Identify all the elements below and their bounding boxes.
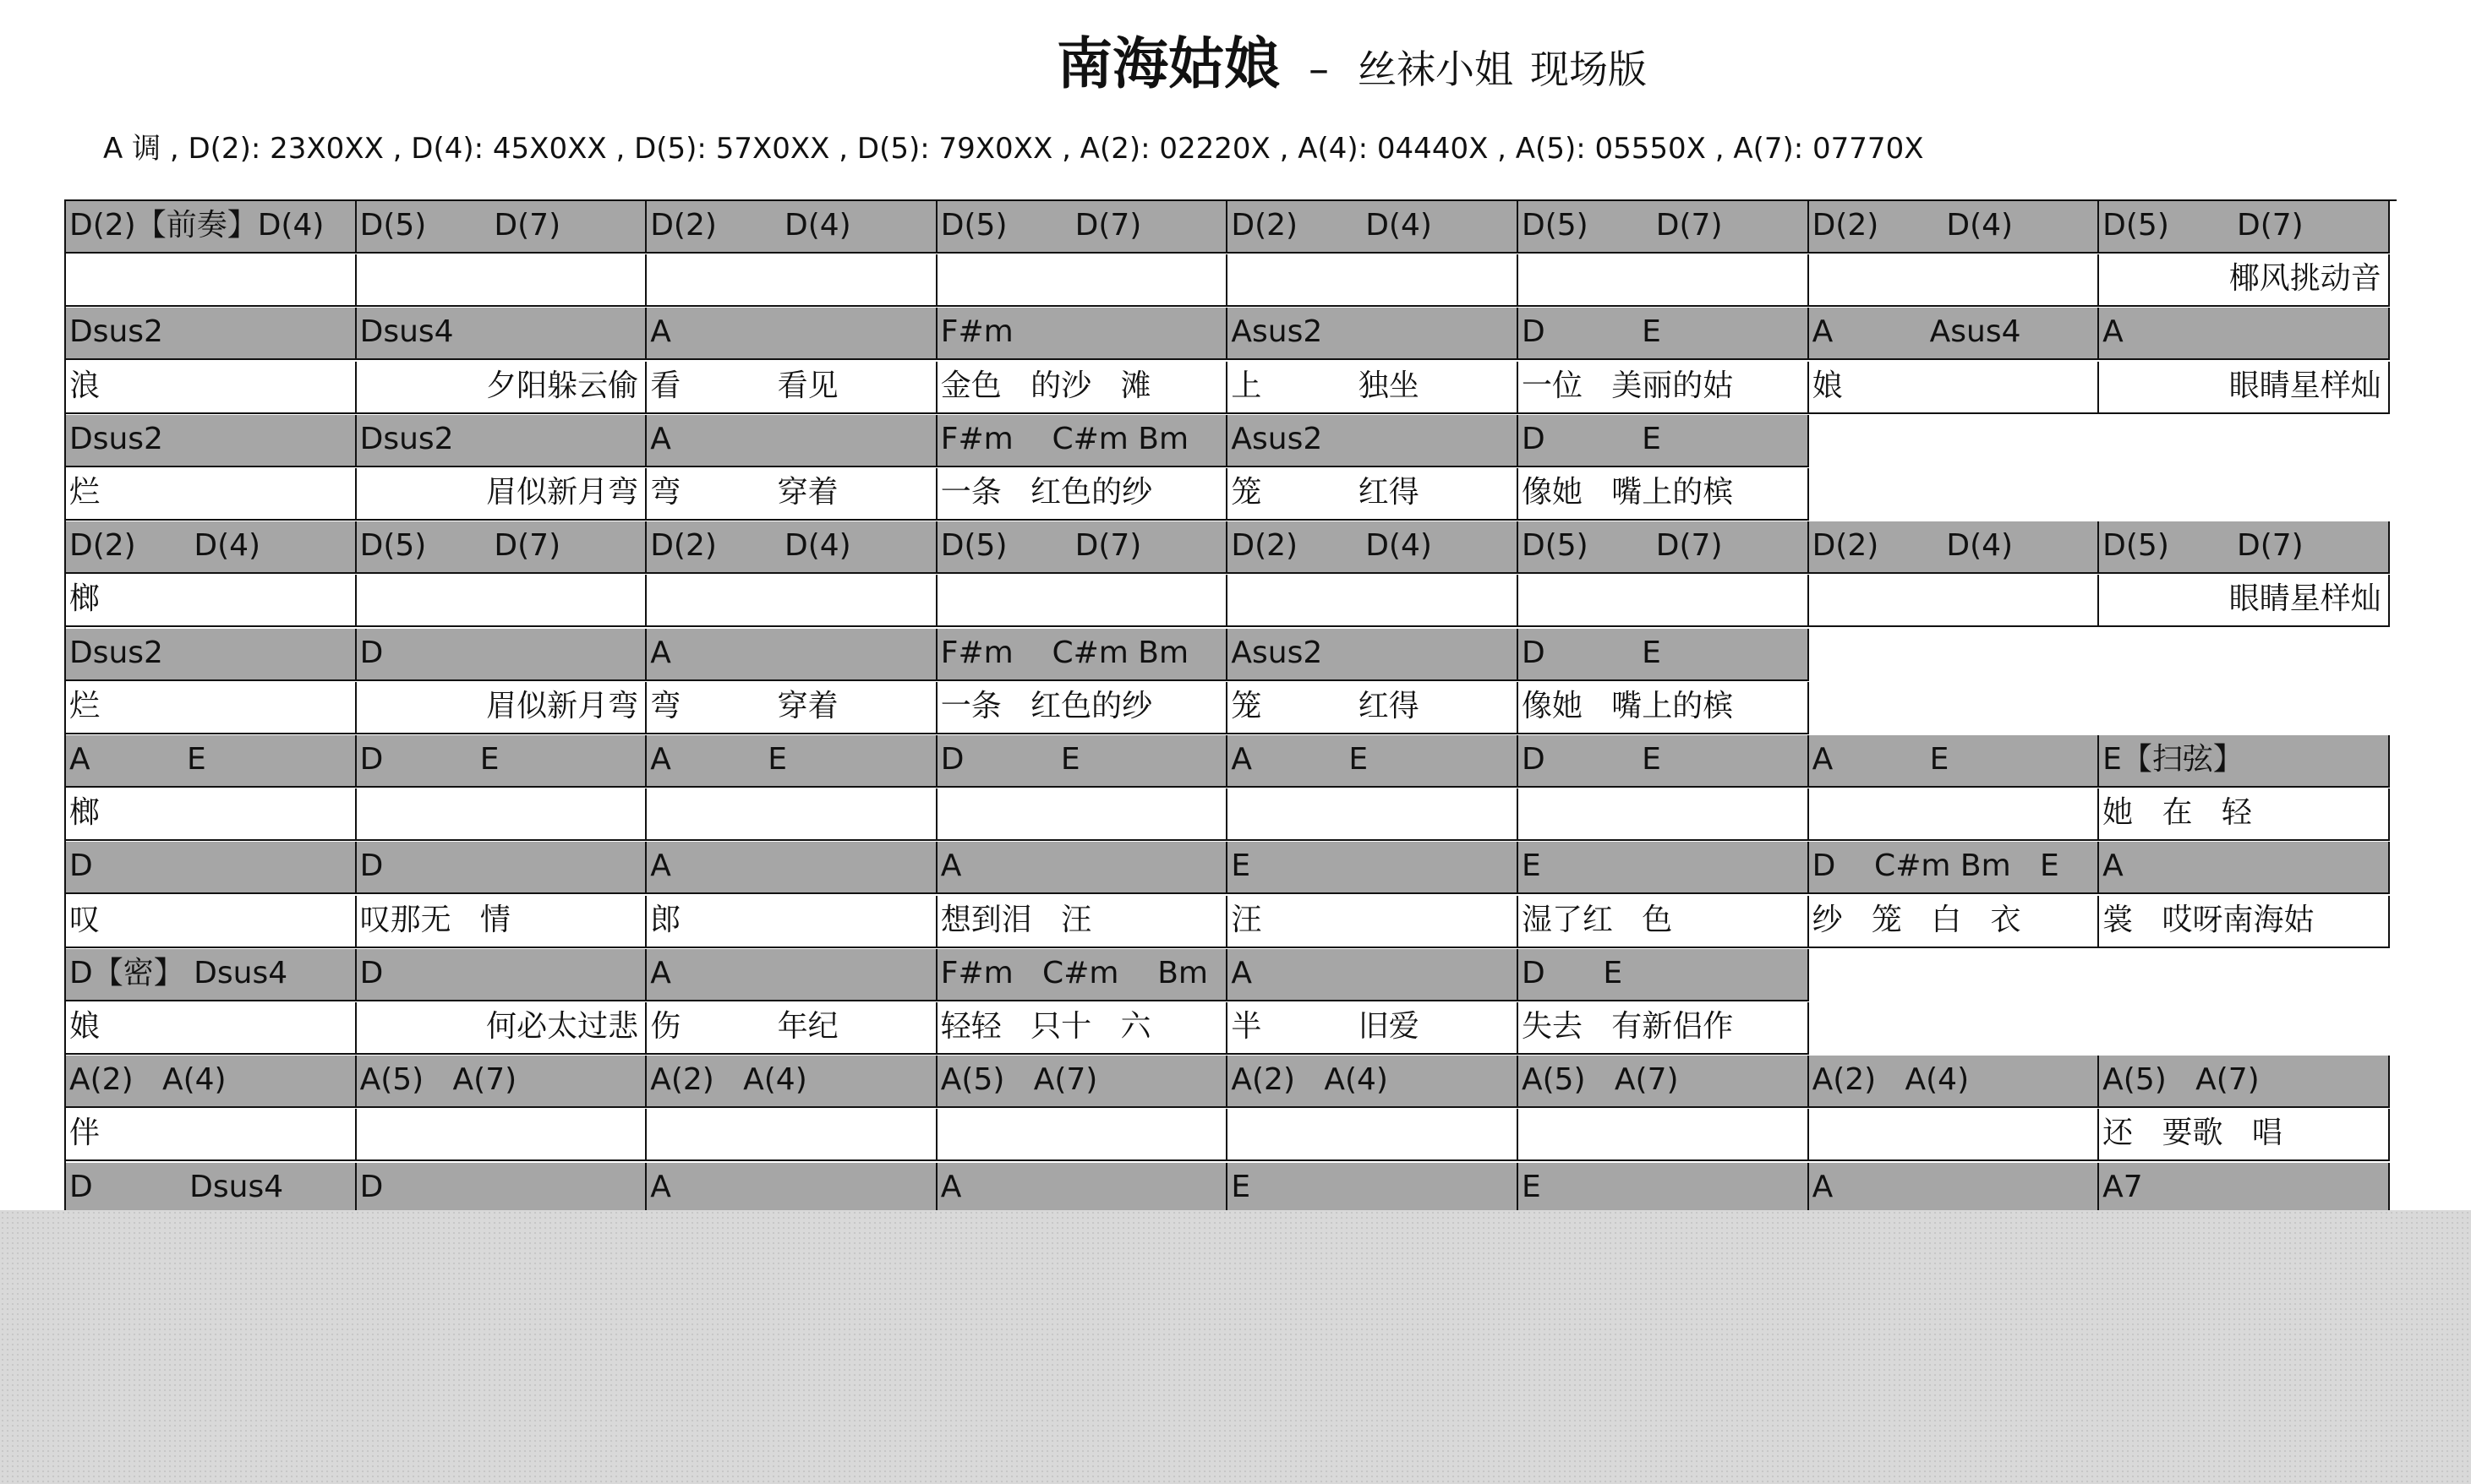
lyric-cell — [1227, 575, 1518, 627]
lyric-cell: 伴 — [66, 1109, 357, 1161]
chord-cell: A(2) A(4) — [647, 1056, 938, 1108]
lyric-cell — [1809, 254, 2100, 307]
image-overlay-area — [0, 1210, 2471, 1484]
lyric-cell: 眼睛星样灿 — [2099, 575, 2390, 627]
chord-row — [66, 201, 2390, 254]
lyric-cell: 娘 — [1809, 362, 2100, 414]
chord-cell: A — [647, 1163, 938, 1215]
chord-cell: Dsus2 — [357, 415, 648, 467]
chord-cell: A — [938, 842, 1228, 894]
chord-cell: A(2) A(4) — [66, 1056, 357, 1108]
lyric-cell — [1518, 788, 1809, 841]
lyric-cell: 烂 — [66, 468, 357, 521]
lyric-row — [66, 1109, 2390, 1161]
chord-cell: D(5) D(7) — [2099, 521, 2390, 574]
chord-cell: E — [1227, 1163, 1518, 1215]
chord-cell: D(2) D(4) — [647, 521, 938, 574]
lyric-cell: 看 看见 — [647, 362, 938, 414]
lyric-cell: 还 要歌 唱 — [2099, 1109, 2390, 1161]
lyric-cell: 想到泪 汪 — [938, 896, 1228, 948]
chord-cell: A — [1809, 1163, 2100, 1215]
lyric-cell — [647, 254, 938, 307]
lyric-cell: 何必太过悲 — [357, 1002, 648, 1055]
chord-cell: D E — [938, 735, 1228, 788]
lyric-cell: 眉似新月弯 — [357, 682, 648, 734]
chord-cell: D E — [1518, 308, 1809, 360]
lyric-cell: 笼 红得 — [1227, 682, 1518, 734]
lyric-cell: 像她 嘴上的槟 — [1518, 468, 1809, 521]
chord-cell: D — [357, 1163, 648, 1215]
chord-cell: Dsus2 — [66, 629, 357, 681]
lyric-cell — [1518, 1109, 1809, 1161]
title-separator: – — [1309, 46, 1329, 93]
chord-cell: A(2) A(4) — [1809, 1056, 2100, 1108]
chord-cell: D E — [357, 735, 648, 788]
chord-cell: E — [1518, 842, 1809, 894]
chord-cell: D — [357, 949, 648, 1001]
chord-cell: D C#m Bm E — [1809, 842, 2100, 894]
lyric-cell — [1809, 682, 2100, 734]
chord-cell: E — [1227, 842, 1518, 894]
lyric-row — [66, 575, 2390, 627]
chord-row — [66, 415, 2390, 467]
chord-cell: E【扫弦】 — [2099, 735, 2390, 788]
chord-cell — [1809, 629, 2100, 681]
chord-cell: D E — [1518, 949, 1809, 1001]
lyric-cell: 娘 — [66, 1002, 357, 1055]
chord-cell: D(5) D(7) — [938, 201, 1228, 254]
chord-row — [66, 308, 2390, 360]
chord-cell: Dsus4 — [357, 308, 648, 360]
lyric-cell: 叹 — [66, 896, 357, 948]
chord-cell: A — [647, 842, 938, 894]
chord-cell: D(2)【前奏】D(4) — [66, 201, 357, 254]
chord-cell: A(2) A(4) — [1227, 1056, 1518, 1108]
key-and-tuning-line: A 调 , D(2): 23X0XX , D(4): 45X0XX , D(5): 57X0XX , D(5): 79X0XX , A(2): 02220X , A(4): 04440X , A(5): 05550X , A(7): 07770X — [103, 132, 1924, 166]
lyric-cell — [647, 575, 938, 627]
chord-row — [66, 949, 2390, 1001]
chord-cell: D(2) D(4) — [647, 201, 938, 254]
lyric-cell — [1518, 575, 1809, 627]
chord-cell: E — [1518, 1163, 1809, 1215]
chord-cell: A — [647, 629, 938, 681]
lyric-cell — [938, 575, 1228, 627]
lyric-cell — [1809, 1109, 2100, 1161]
lyric-cell: 郎 — [647, 896, 938, 948]
chord-cell: D E — [1518, 415, 1809, 467]
lyric-cell: 椰风挑动音 — [2099, 254, 2390, 307]
lyric-cell: 笼 红得 — [1227, 468, 1518, 521]
chord-cell: A — [647, 949, 938, 1001]
lyric-cell: 像她 嘴上的槟 — [1518, 682, 1809, 734]
lyric-cell: 汪 — [1227, 896, 1518, 948]
chord-cell: F#m C#m Bm — [938, 949, 1228, 1001]
chord-cell: A E — [1227, 735, 1518, 788]
lyric-cell: 叹那无 情 — [357, 896, 648, 948]
lyric-cell — [357, 254, 648, 307]
chord-cell: A7 — [2099, 1163, 2390, 1215]
chord-cell: A — [647, 308, 938, 360]
lyric-cell — [938, 254, 1228, 307]
artist-name: 丝袜小姐 — [1358, 46, 1513, 92]
lyric-cell: 榔 — [66, 788, 357, 841]
lyric-cell: 纱 笼 白 衣 — [1809, 896, 2100, 948]
lyric-row — [66, 362, 2390, 414]
chord-cell: D(5) D(7) — [2099, 201, 2390, 254]
chord-cell — [1809, 949, 2100, 1001]
chord-cell: D E — [1518, 735, 1809, 788]
chord-cell: D E — [1518, 629, 1809, 681]
lyric-cell — [2099, 468, 2390, 521]
chord-cell: F#m — [938, 308, 1228, 360]
chord-cell — [2099, 415, 2390, 467]
lyric-cell — [938, 788, 1228, 841]
lyric-row — [66, 896, 2390, 948]
lyric-cell — [1809, 1002, 2100, 1055]
lyric-cell: 金色 的沙 滩 — [938, 362, 1228, 414]
chord-cell: Asus2 — [1227, 415, 1518, 467]
lyric-cell: 湿了红 色 — [1518, 896, 1809, 948]
lyric-cell — [357, 788, 648, 841]
chord-cell: D(2) D(4) — [66, 521, 357, 574]
lyric-cell: 失去 有新侣作 — [1518, 1002, 1809, 1055]
chord-cell — [2099, 629, 2390, 681]
lyric-cell — [1227, 254, 1518, 307]
lyric-cell: 一条 红色的纱 — [938, 682, 1228, 734]
lyric-cell: 裳 哎呀南海姑 — [2099, 896, 2390, 948]
chord-cell: A(5) A(7) — [1518, 1056, 1809, 1108]
chord-cell: Asus2 — [1227, 308, 1518, 360]
lyric-cell: 半 旧爱 — [1227, 1002, 1518, 1055]
chord-cell: D(2) D(4) — [1227, 201, 1518, 254]
chord-cell: A — [647, 415, 938, 467]
chord-cell: A — [2099, 842, 2390, 894]
chord-cell — [2099, 949, 2390, 1001]
chord-cell: A E — [1809, 735, 2100, 788]
lyric-cell — [647, 1109, 938, 1161]
chord-cell: D Dsus4 — [66, 1163, 357, 1215]
chord-cell: D — [66, 842, 357, 894]
lyric-row — [66, 254, 2390, 307]
chord-row — [66, 735, 2390, 788]
title-line — [1057, 19, 1647, 96]
lyric-cell: 浪 — [66, 362, 357, 414]
chord-row — [66, 1056, 2390, 1108]
lyric-row — [66, 468, 2390, 521]
chord-cell: D(5) D(7) — [1518, 201, 1809, 254]
lyric-row — [66, 1002, 2390, 1055]
lyric-cell — [1809, 788, 2100, 841]
lyric-cell: 轻轻 只十 六 — [938, 1002, 1228, 1055]
chord-cell: F#m C#m Bm — [938, 629, 1228, 681]
lyric-cell — [647, 788, 938, 841]
lyric-cell — [1809, 575, 2100, 627]
chord-row — [66, 629, 2390, 681]
chord-cell: A E — [647, 735, 938, 788]
lyric-cell: 弯 穿着 — [647, 682, 938, 734]
lyric-cell — [66, 254, 357, 307]
lyric-cell — [2099, 682, 2390, 734]
lyric-row — [66, 788, 2390, 841]
chord-cell: D(2) D(4) — [1227, 521, 1518, 574]
chord-cell — [1809, 415, 2100, 467]
lyric-cell: 伤 年纪 — [647, 1002, 938, 1055]
chord-cell: D【密】 Dsus4 — [66, 949, 357, 1001]
chord-sheet-grid — [64, 199, 2397, 1215]
lyric-cell — [1809, 468, 2100, 521]
lyric-cell — [1227, 788, 1518, 841]
chord-cell: A(5) A(7) — [357, 1056, 648, 1108]
chord-cell: A E — [66, 735, 357, 788]
chord-cell: D — [357, 842, 648, 894]
chord-row — [66, 842, 2390, 894]
lyric-cell — [1227, 1109, 1518, 1161]
chord-cell: Asus2 — [1227, 629, 1518, 681]
lyric-cell: 一条 红色的纱 — [938, 468, 1228, 521]
lyric-cell: 眼睛星样灿 — [2099, 362, 2390, 414]
chord-cell: D — [357, 629, 648, 681]
lyric-cell — [357, 575, 648, 627]
chord-row — [66, 1163, 2390, 1215]
lyric-cell — [2099, 1002, 2390, 1055]
chord-cell: Dsus2 — [66, 308, 357, 360]
lyric-cell: 弯 穿着 — [647, 468, 938, 521]
lyric-cell — [1518, 254, 1809, 307]
chord-cell: A — [2099, 308, 2390, 360]
chord-cell: A(5) A(7) — [2099, 1056, 2390, 1108]
lyric-cell: 上 独坐 — [1227, 362, 1518, 414]
chord-cell: D(5) D(7) — [938, 521, 1228, 574]
lyric-cell: 榔 — [66, 575, 357, 627]
lyric-cell: 眉似新月弯 — [357, 468, 648, 521]
lyric-cell — [938, 1109, 1228, 1161]
chord-cell: D(2) D(4) — [1809, 521, 2100, 574]
chord-cell: Dsus2 — [66, 415, 357, 467]
lyric-cell — [357, 1109, 648, 1161]
version-label: 现场版 — [1530, 46, 1647, 92]
chord-cell: A Asus4 — [1809, 308, 2100, 360]
chord-row — [66, 521, 2390, 574]
lyric-cell: 烂 — [66, 682, 357, 734]
lyric-row — [66, 682, 2390, 734]
chord-cell: D(5) D(7) — [357, 201, 648, 254]
chord-cell: D(2) D(4) — [1809, 201, 2100, 254]
chord-cell: A(5) A(7) — [938, 1056, 1228, 1108]
lyric-cell: 一位 美丽的姑 — [1518, 362, 1809, 414]
song-title: 南海姑娘 — [1057, 31, 1280, 96]
chord-cell: F#m C#m Bm — [938, 415, 1228, 467]
chord-cell: D(5) D(7) — [1518, 521, 1809, 574]
lyric-cell: 她 在 轻 — [2099, 788, 2390, 841]
chord-cell: A — [938, 1163, 1228, 1215]
chord-cell: D(5) D(7) — [357, 521, 648, 574]
chord-cell: A — [1227, 949, 1518, 1001]
lyric-cell: 夕阳躲云偷 — [357, 362, 648, 414]
